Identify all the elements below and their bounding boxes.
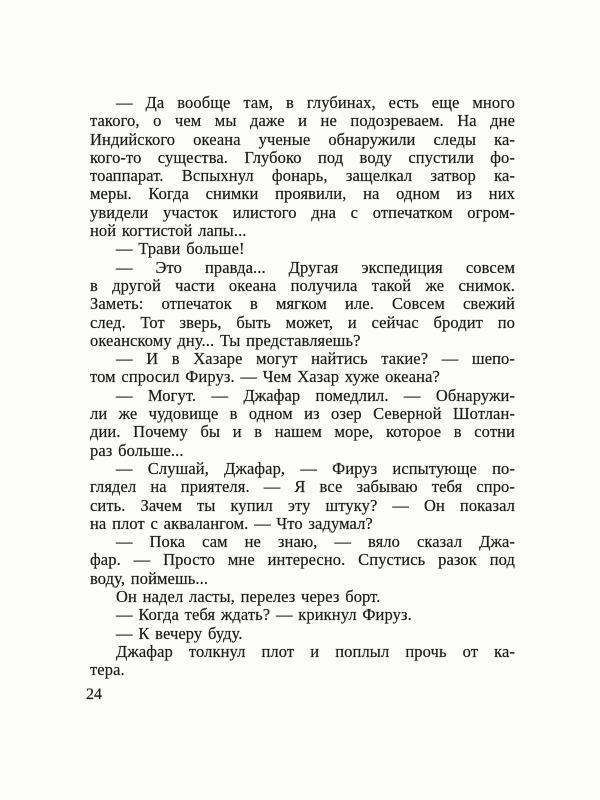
- text-line: глядел на приятеля. — Я все забываю тебя спро-: [90, 477, 515, 497]
- text-line: том спросил Фируз. — Чем Хазар хуже океана?: [90, 367, 440, 387]
- text-line: фар. — Просто мне интересно. Спустись разок под: [90, 550, 515, 570]
- page-text-block: [90, 94, 515, 680]
- text-line: Джафар толкнул плот и поплыл прочь от ка-: [116, 641, 515, 661]
- paragraph: [90, 94, 515, 240]
- text-line: раз больше...: [90, 440, 184, 460]
- text-line: — Могут. — Джафар помедлил. — Обнаружи-: [116, 385, 515, 405]
- text-line: Он надел ласты, перелез через борт.: [116, 587, 381, 607]
- text-line: на плот с аквалангом. — Что задумал?: [90, 513, 373, 533]
- paragraph: [90, 533, 515, 588]
- text-line: ли же чудовище в одном из озер Северной Шотлан-: [90, 404, 515, 424]
- text-line: ной когтистой лапы...: [90, 221, 247, 241]
- text-line: в другой части океана получила такой же снимок.: [90, 275, 515, 295]
- text-line: — Трави больше!: [116, 239, 245, 259]
- text-line: тера.: [90, 660, 125, 680]
- text-line: дии. Почему бы и в нашем море, которое в сотни: [90, 422, 515, 442]
- paragraph: [90, 460, 515, 533]
- text-line: океанскому дну... Ты представляешь?: [90, 330, 361, 350]
- paragraph: [90, 387, 515, 460]
- text-line: — Да вообще там, в глубинах, есть еще много: [116, 93, 515, 112]
- text-line: — Это правда... Другая экспедиция совсем: [116, 257, 515, 277]
- paragraph: [90, 259, 515, 350]
- paragraph: [90, 625, 515, 643]
- text-line: — К вечеру буду.: [116, 623, 243, 643]
- text-line: кого-то существа. Глубоко под воду спустили фо-: [90, 147, 515, 167]
- text-line: меры. Когда снимки проявили, на одном из них: [90, 184, 515, 204]
- text-line: воду, поймешь...: [90, 568, 209, 588]
- text-line: Заметь: отпечаток в мягком иле. Совсем свежий: [90, 294, 515, 314]
- text-line: след. Тот зверь, быть может, и сейчас бродит по: [90, 312, 515, 332]
- text-line: — Слушай, Джафар, — Фируз испытующе по-: [116, 458, 515, 478]
- text-line: увидели участок илистого дна с отпечатком огром-: [90, 202, 515, 222]
- paragraph: [90, 588, 515, 606]
- page-number: 24: [86, 686, 102, 703]
- paragraph: [90, 240, 515, 258]
- text-line: — Пока сам не знаю, — вяло сказал Джа-: [116, 532, 515, 552]
- text-line: — И в Хазаре могут найтись такие? — шепо-: [116, 349, 515, 369]
- text-line: тоаппарат. Вспыхнул фонарь, защелкал затвор ка-: [90, 166, 515, 186]
- paragraph: [90, 643, 515, 680]
- text-line: — Когда тебя ждать? — крикнул Фируз.: [116, 605, 412, 625]
- text-line: сить. Зачем ты купил эту штуку? — Он показал: [90, 495, 515, 515]
- text-line: такого, о чем мы даже и не подозреваем. На дне: [90, 111, 515, 131]
- paragraph: [90, 606, 515, 624]
- text-line: Индийского океана ученые обнаружили следы ка-: [90, 129, 515, 149]
- paragraph: [90, 350, 515, 387]
